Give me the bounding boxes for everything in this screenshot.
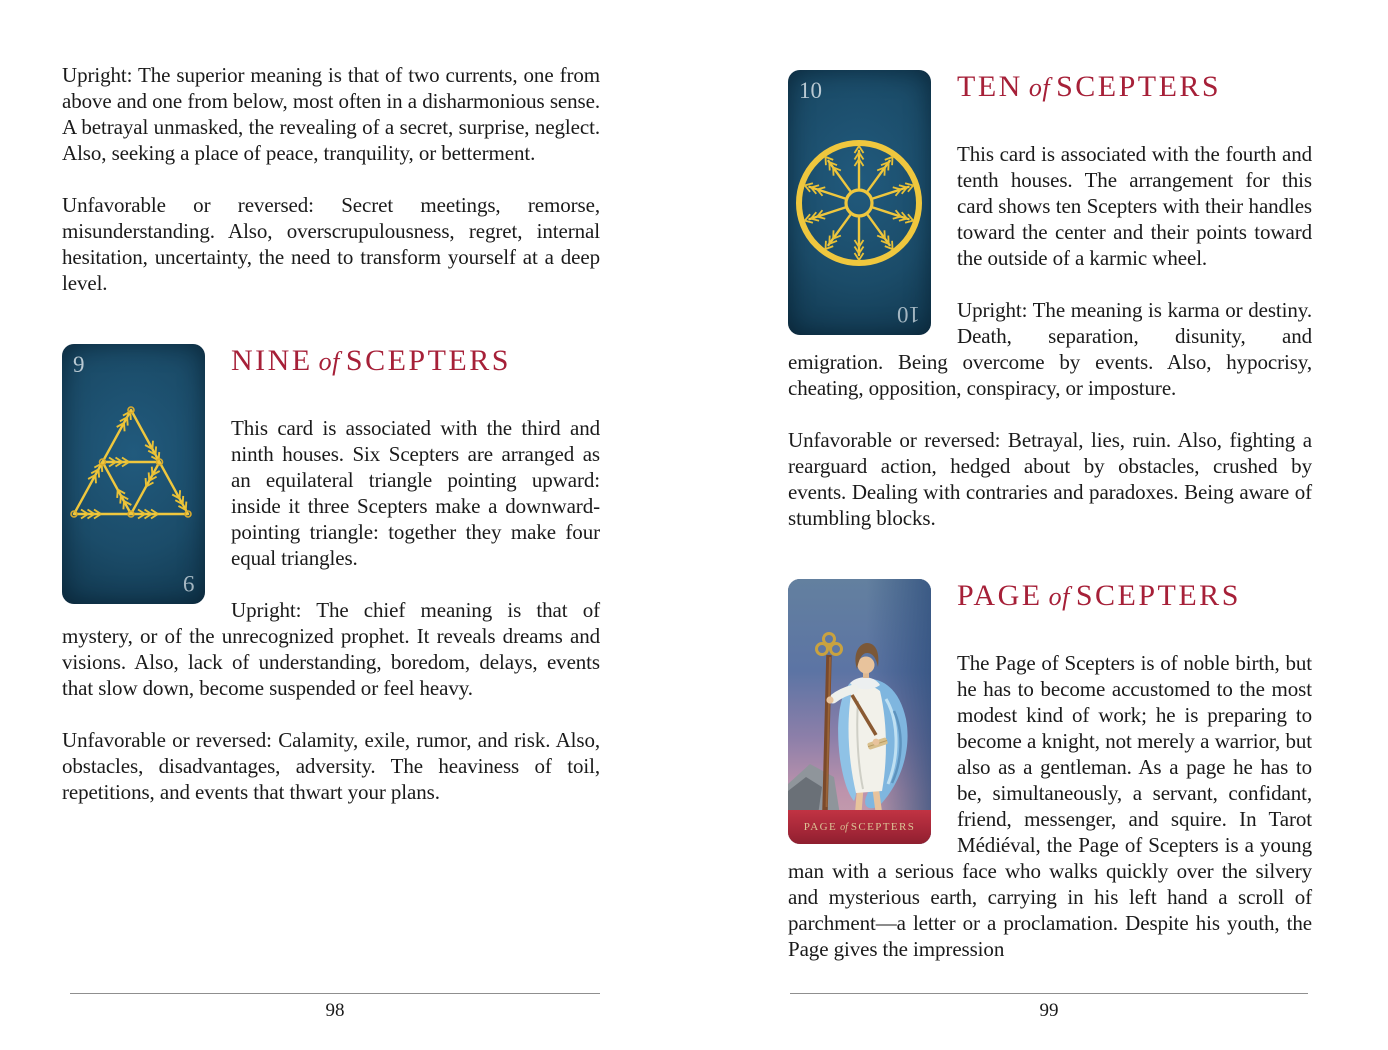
nine-of-scepters-section [62,344,600,805]
nine-of-scepters-card-image [62,344,205,604]
paragraph-upright-previous-card: Upright: The superior meaning is that of two currents, one from above and one from below, most often in a disharmonious sense. A betrayal unmasked, the revealing of a secret, surprise, neglect. Also, seeking a place of peace, tranquility, or betterment. [62,63,600,165]
card-number-top-left: 10 [799,78,822,103]
heading-suit: SCEPTERS [1075,579,1241,612]
heading-suit: SCEPTERS [1056,70,1222,103]
footer-right [790,993,1308,1022]
paragraph-nine-upright: Upright: The chief meaning is that of mystery, or of the unrecognized prophet. It reveals dreams and visions. Also, lack of understanding, boredom, delays, events that slow down, become suspended or feel heavy. [62,598,600,700]
heading-of: of [1048,582,1070,611]
banner-rank: PAGE [803,821,838,833]
ten-of-scepters-card-image [788,70,931,335]
page-number-left: 98 [325,1000,345,1021]
scepter-fletchings [81,409,190,518]
ten-of-scepters-section [788,70,1312,531]
footer-rule [790,993,1308,994]
heading-suit: SCEPTERS [345,344,511,377]
page-of-scepters-section [788,579,1312,962]
page-of-scepters-card-image [788,579,931,844]
card-number-bottom-right-reversed: 9 [182,571,194,596]
footer-left [70,993,600,1022]
paragraph-page-description: The Page of Scepters is of noble birth, but he has to become accustomed to the most modest kind of work; he is preparing to become a knight, not merely a warrior, but also as a gentleman. As a page he has to be, simultaneously, a servant, confidant, friend, messenger, and squire. In Tarot Médiéval, the Page of Scepters is a young man with a serious face who walks quickly over the silvery and mysterious earth, carrying in his left hand a scroll of parchment—a letter or a proclamation. Despite his youth, the Page gives the impression [788,651,1312,961]
paragraph-unfavorable-previous-card: Unfavorable or reversed: Secret meetings, remorse, misunderstanding. Also, overscrupulousness, regret, internal hesitation, uncertainty, the need to transform yourself at a deep level. [62,193,600,295]
paragraph-ten-upright: Upright: The meaning is karma or destiny. Death, separation, disunity, and emigration. Being overcome by events. Also, hypocrisy, cheating, opposition, conspiracy, or imposture. [788,298,1312,400]
ten-scepters-wheel-art [788,70,931,335]
card-title-banner [788,810,931,844]
heading-of: of [318,347,340,376]
card-number-bottom-right-reversed: 10 [897,302,920,327]
page-left [62,62,600,805]
paragraph-nine-unfavorable: Unfavorable or reversed: Calamity, exile, rumor, and risk. Also, obstacles, disadvantages, adversity. The heaviness of toil, repetitions, and events that thwart your plans. [62,728,600,804]
paragraph-ten-association: This card is associated with the fourth and tenth houses. The arrangement for this card shows ten Scepters with their handles toward the center and their points toward the outside of a karmic wheel. [957,142,1312,270]
heading-of: of [1028,73,1051,102]
scepter-shafts [74,410,188,514]
heading-rank: NINE [231,344,313,377]
heading-rank: TEN [957,70,1023,103]
card-number-top-left: 9 [73,352,85,377]
scepter-spokes [810,151,909,255]
footer-rule [70,993,600,994]
page-right [788,70,1312,962]
heading-rank: PAGE [957,579,1043,612]
page-number-right: 99 [1039,1000,1059,1021]
page-of-scepters-art [788,579,931,844]
banner-suit: SCEPTERS [850,821,916,833]
banner-of: of [840,821,848,833]
six-scepters-triangle-art [62,344,205,604]
paragraph-nine-association: This card is associated with the third and ninth houses. Six Scepters are arranged as an equilateral triangle pointing upward: inside it three Scepters make a downward-pointing triangle: together they make four equal triangles. [231,416,600,570]
paragraph-ten-unfavorable: Unfavorable or reversed: Betrayal, lies, ruin. Also, fighting a rearguard action, hedged about by obstacles, crushed by events. Dealing with contraries and paradoxes. Being aware of stumbling blocks. [788,428,1312,530]
wheel-hub-ring [846,190,872,216]
